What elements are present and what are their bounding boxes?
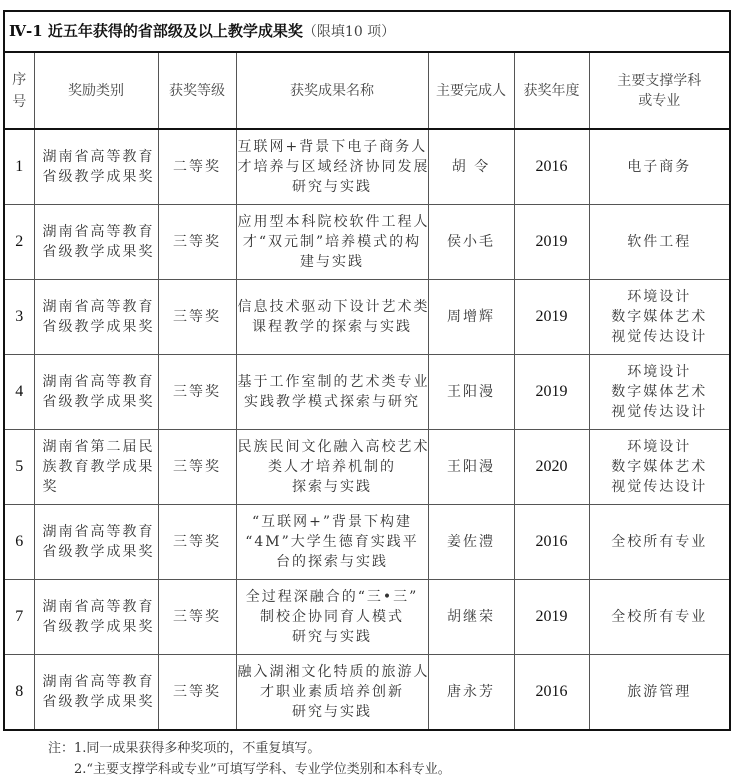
achievement-name: 互联网+背景下电子商务人 才培养与区域经济协同发展 研究与实践 [236,129,428,205]
table-row [4,580,730,655]
main-contributor: 胡继荣 [428,580,514,655]
header-level: 获奖等级 [158,52,236,129]
award-level: 三等奖 [158,505,236,580]
table-title [4,11,730,52]
award-level: 三等奖 [158,280,236,355]
achievement-name: 民族民间文化融入高校艺术 类人才培养机制的 探索与实践 [236,430,428,505]
header-index: 序 号 [4,52,34,129]
main-contributor: 姜佐澧 [428,505,514,580]
award-level: 三等奖 [158,430,236,505]
row-index: 8 [4,655,34,731]
supporting-subject: 环境设计 数字媒体艺术 视觉传达设计 [589,355,730,430]
header-category: 奖励类别 [34,52,158,129]
row-index: 7 [4,580,34,655]
achievement-name: 基于工作室制的艺术类专业 实践教学模式探索与研究 [236,355,428,430]
supporting-subject: 旅游管理 [589,655,730,731]
award-year: 2016 [514,655,589,731]
award-year: 2016 [514,505,589,580]
table-row [4,205,730,280]
award-level: 三等奖 [158,655,236,731]
main-contributor: 唐永芳 [428,655,514,731]
award-year: 2019 [514,355,589,430]
row-index: 6 [4,505,34,580]
achievement-name: 信息技术驱动下设计艺术类 课程教学的探索与实践 [236,280,428,355]
main-contributor: 周增辉 [428,280,514,355]
header-name: 获奖成果名称 [236,52,428,129]
achievement-name: “互联网+”背景下构建 “4M”大学生德育实践平 台的探索与实践 [236,505,428,580]
award-year: 2019 [514,205,589,280]
row-index: 1 [4,129,34,205]
achievement-name: 应用型本科院校软件工程人 才“双元制”培养模式的构 建与实践 [236,205,428,280]
footnotes [48,738,451,780]
table-row [4,355,730,430]
header-row [4,52,730,129]
award-level: 二等奖 [158,129,236,205]
table-row [4,655,730,731]
achievement-name: 全过程深融合的“三•三” 制校企协同育人模式 研究与实践 [236,580,428,655]
awards-document [3,10,729,777]
award-category: 湖南省高等教育 省级教学成果奖 [34,355,158,430]
supporting-subject: 全校所有专业 [589,505,730,580]
award-year: 2019 [514,580,589,655]
award-category: 湖南省高等教育 省级教学成果奖 [34,280,158,355]
main-contributor: 侯小毛 [428,205,514,280]
supporting-subject: 全校所有专业 [589,580,730,655]
award-year: 2019 [514,280,589,355]
row-index: 3 [4,280,34,355]
header-subject: 主要支撑学科 或专业 [589,52,730,129]
main-contributor: 胡 令 [428,129,514,205]
award-category: 湖南省高等教育 省级教学成果奖 [34,580,158,655]
row-index: 2 [4,205,34,280]
supporting-subject: 电子商务 [589,129,730,205]
supporting-subject: 环境设计 数字媒体艺术 视觉传达设计 [589,280,730,355]
award-category: 湖南省高等教育 省级教学成果奖 [34,205,158,280]
award-category: 湖南省高等教育 省级教学成果奖 [34,655,158,731]
table-row [4,280,730,355]
supporting-subject: 软件工程 [589,205,730,280]
award-category: 湖南省高等教育 省级教学成果奖 [34,505,158,580]
award-year: 2020 [514,430,589,505]
table-body [4,129,730,730]
footnote-2: 2.“主要支撑学科或专业”可填写学科、专业学位类别和本科专业。 [74,762,451,777]
table-row [4,505,730,580]
table-row [4,129,730,205]
footnote-1: 注：1.同一成果获得多种奖项的，不重复填写。 [48,741,321,756]
main-contributor: 王阳漫 [428,355,514,430]
award-category: 湖南省第二届民 族教育教学成果 奖 [34,430,158,505]
row-index: 4 [4,355,34,430]
award-level: 三等奖 [158,355,236,430]
main-contributor: 王阳漫 [428,430,514,505]
supporting-subject: 环境设计 数字媒体艺术 视觉传达设计 [589,430,730,505]
title-note: （限填10 项） [302,24,396,40]
award-level: 三等奖 [158,580,236,655]
award-level: 三等奖 [158,205,236,280]
header-year: 获奖年度 [514,52,589,129]
table-row [4,430,730,505]
award-year: 2016 [514,129,589,205]
title-main: Ⅳ-1 近五年获得的省部级及以上教学成果奖 [9,22,303,40]
achievement-name: 融入湖湘文化特质的旅游人 才职业素质培养创新 研究与实践 [236,655,428,731]
row-index: 5 [4,430,34,505]
header-person: 主要完成人 [428,52,514,129]
award-category: 湖南省高等教育 省级教学成果奖 [34,129,158,205]
awards-table [3,10,731,731]
